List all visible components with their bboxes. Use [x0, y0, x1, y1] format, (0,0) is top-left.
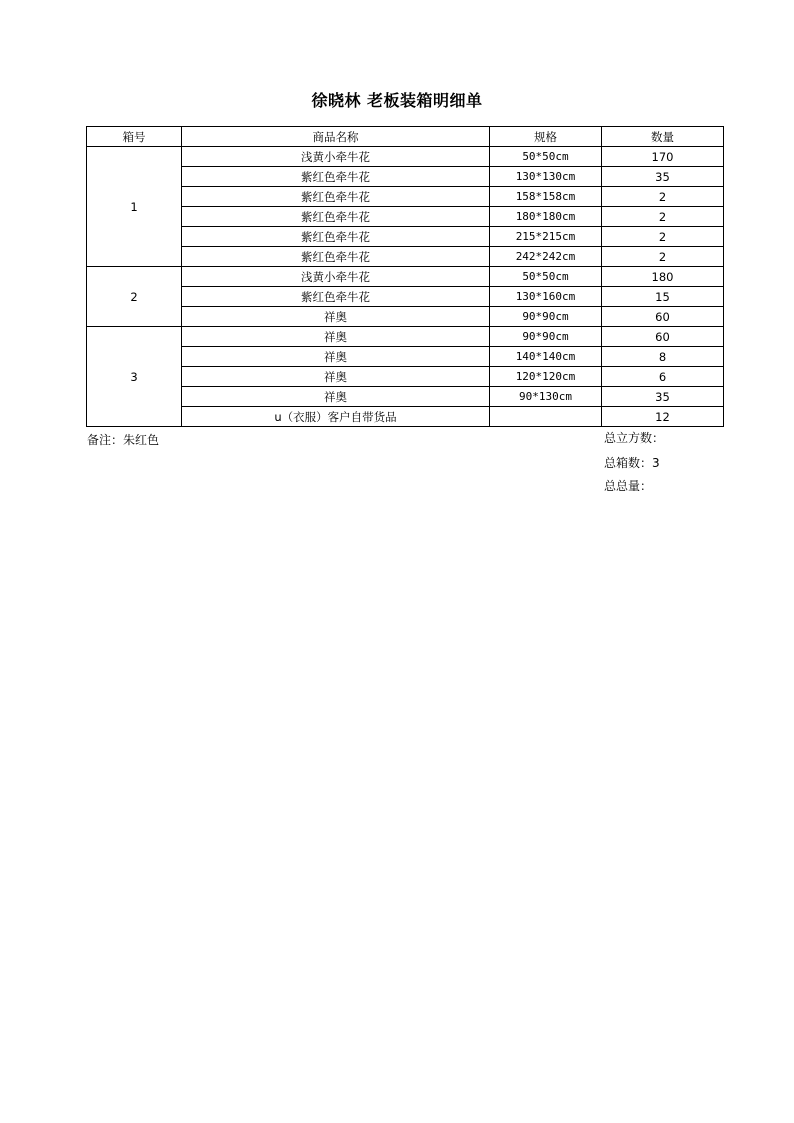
table-row	[87, 247, 724, 267]
quantity-cell: 35	[602, 167, 724, 187]
spec-cell: 242*242cm	[490, 247, 602, 267]
spec-cell: 130*130cm	[490, 167, 602, 187]
box-number-cell: 2	[87, 267, 182, 327]
spec-cell	[490, 407, 602, 427]
quantity-cell: 35	[602, 387, 724, 407]
box-number-cell: 3	[87, 327, 182, 427]
column-header-spec: 规格	[490, 127, 602, 147]
total-boxes-label: 总箱数：3	[604, 456, 660, 470]
spec-cell: 130*160cm	[490, 287, 602, 307]
quantity-cell: 2	[602, 227, 724, 247]
box-number-cell: 1	[87, 147, 182, 267]
product-name-cell: 紫红色牵牛花	[182, 287, 490, 307]
table-header-row	[87, 127, 724, 147]
quantity-cell: 6	[602, 367, 724, 387]
document-title: 徐晓林 老板装箱明细单	[311, 91, 483, 110]
table-row	[87, 167, 724, 187]
table-row	[87, 287, 724, 307]
spec-cell: 180*180cm	[490, 207, 602, 227]
product-name-cell: 紫红色牵牛花	[182, 187, 490, 207]
spec-cell: 50*50cm	[490, 267, 602, 287]
quantity-cell: 2	[602, 187, 724, 207]
quantity-cell: 8	[602, 347, 724, 367]
product-name-cell: 紫红色牵牛花	[182, 167, 490, 187]
quantity-cell: 12	[602, 407, 724, 427]
table-row	[87, 387, 724, 407]
product-name-cell: 祥奥	[182, 327, 490, 347]
spec-cell: 90*90cm	[490, 307, 602, 327]
table-row	[87, 327, 724, 347]
table-row	[87, 347, 724, 367]
table-row	[87, 207, 724, 227]
table-row	[87, 227, 724, 247]
product-name-cell: 浅黄小牵牛花	[182, 267, 490, 287]
product-name-cell: 紫红色牵牛花	[182, 247, 490, 267]
table-row	[87, 147, 724, 167]
product-name-cell: 浅黄小牵牛花	[182, 147, 490, 167]
quantity-cell: 15	[602, 287, 724, 307]
quantity-cell: 2	[602, 247, 724, 267]
product-name-cell: 祥奥	[182, 387, 490, 407]
remark-note: 备注：朱红色	[87, 433, 160, 447]
product-name-cell: 紫红色牵牛花	[182, 227, 490, 247]
spec-cell: 90*90cm	[490, 327, 602, 347]
table-row	[87, 307, 724, 327]
total-volume-label: 总立方数：	[604, 431, 665, 445]
column-header-box-no: 箱号	[87, 127, 182, 147]
quantity-cell: 60	[602, 307, 724, 327]
product-name-cell: 祥奥	[182, 367, 490, 387]
product-name-cell: 祥奥	[182, 307, 490, 327]
column-header-quantity: 数量	[602, 127, 724, 147]
table-row	[87, 267, 724, 287]
spec-cell: 120*120cm	[490, 367, 602, 387]
table-row	[87, 367, 724, 387]
product-name-cell: 紫红色牵牛花	[182, 207, 490, 227]
table-row	[87, 407, 724, 427]
total-weight-label: 总总量：	[604, 479, 653, 493]
spec-cell: 90*130cm	[490, 387, 602, 407]
product-name-cell: 祥奥	[182, 347, 490, 367]
spec-cell: 50*50cm	[490, 147, 602, 167]
table-row	[87, 187, 724, 207]
quantity-cell: 60	[602, 327, 724, 347]
quantity-cell: 170	[602, 147, 724, 167]
quantity-cell: 180	[602, 267, 724, 287]
spec-cell: 140*140cm	[490, 347, 602, 367]
product-name-cell: u（衣服）客户自带货品	[182, 407, 490, 427]
column-header-product-name: 商品名称	[182, 127, 490, 147]
quantity-cell: 2	[602, 207, 724, 227]
packing-list-table	[86, 126, 724, 427]
spec-cell: 158*158cm	[490, 187, 602, 207]
spec-cell: 215*215cm	[490, 227, 602, 247]
